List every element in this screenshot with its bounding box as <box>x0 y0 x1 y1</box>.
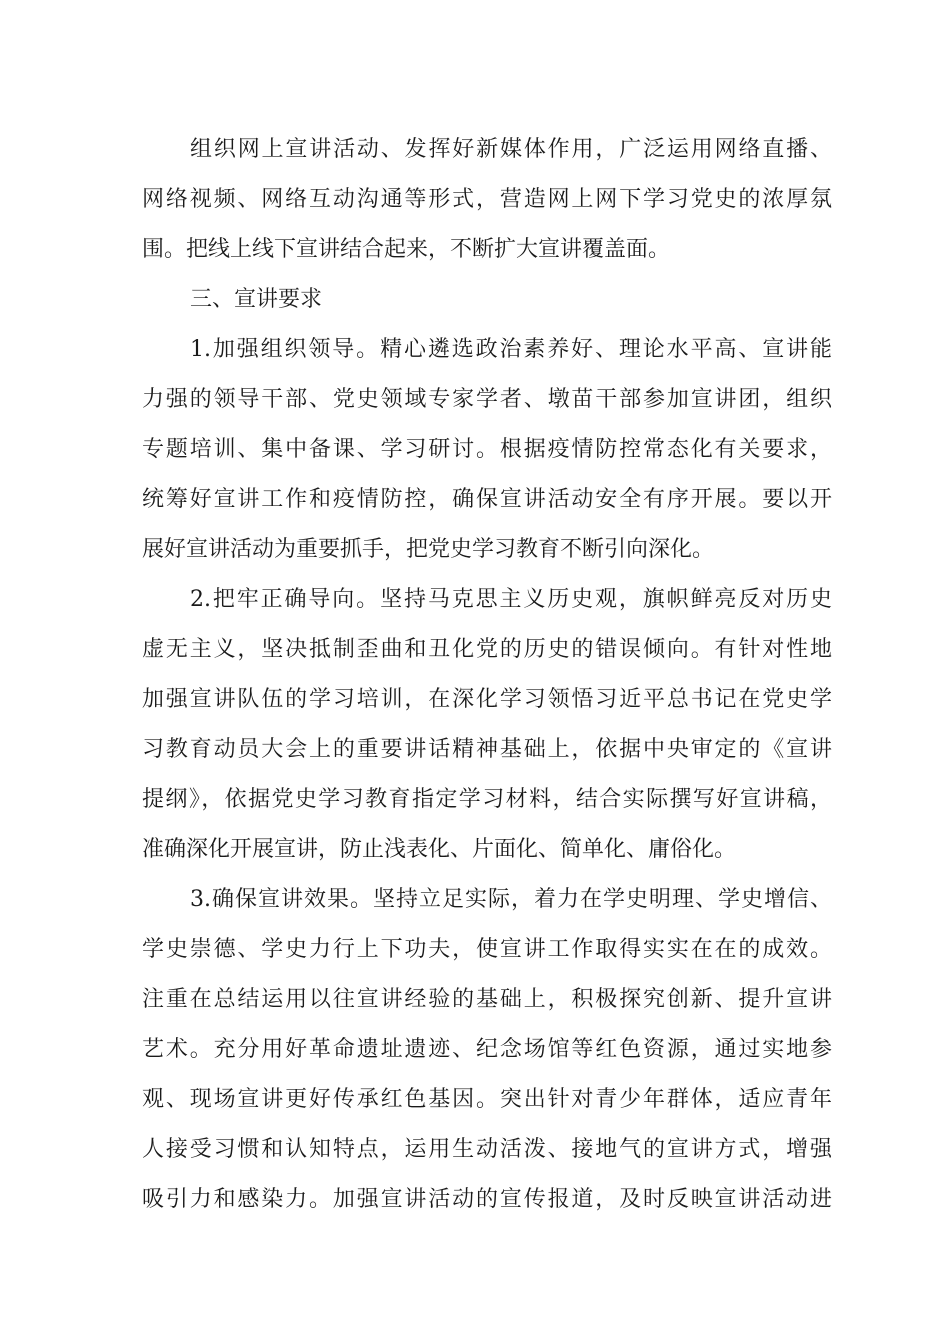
text-line-22: 吸引力和感染力。加强宣讲活动的宣传报道，及时反映宣讲活动进 <box>142 1187 832 1212</box>
text-line-15: 准确深化开展宣讲，防止浅表化、片面化、简单化、庸俗化。 <box>142 837 737 862</box>
text-line-14: 提纲》，依据党史学习教育指定学习材料，结合实际撰写好宣讲稿， <box>142 787 832 812</box>
text-line-9: 展好宣讲活动为重要抓手，把党史学习教育不断引向深化。 <box>142 537 715 562</box>
text-line-16: 3.确保宣讲效果。坚持立足实际，着力在学史明理、学史增信、 <box>190 887 832 912</box>
text-line-20: 观、现场宣讲更好传承红色基因。突出针对青少年群体，适应青年 <box>142 1087 832 1112</box>
text-line-10: 2.把牢正确导向。坚持马克思主义历史观，旗帜鲜亮反对历史 <box>190 587 832 612</box>
text-line-11: 虚无主义，坚决抵制歪曲和丑化党的历史的错误倾向。有针对性地 <box>142 637 832 662</box>
text-line-3: 围。把线上线下宣讲结合起来，不断扩大宣讲覆盖面。 <box>142 237 671 262</box>
text-line-8: 统筹好宣讲工作和疫情防控，确保宣讲活动安全有序开展。要以开 <box>142 487 832 512</box>
text-line-19: 艺术。充分用好革命遗址遗迹、纪念场馆等红色资源，通过实地参 <box>142 1037 832 1062</box>
text-line-17: 学史崇德、学史力行上下功夫，使宣讲工作取得实实在在的成效。 <box>142 937 832 962</box>
text-line-12: 加强宣讲队伍的学习培训，在深化学习领悟习近平总书记在党史学 <box>142 687 832 712</box>
section-heading: 三、宣讲要求 <box>190 287 323 312</box>
text-line-6: 力强的领导干部、党史领域专家学者、墩苗干部参加宣讲团，组织 <box>142 387 832 412</box>
text-line-5: 1.加强组织领导。精心遴选政治素养好、理论水平高、宣讲能 <box>190 337 832 362</box>
text-line-13: 习教育动员大会上的重要讲话精神基础上，依据中央审定的《宣讲 <box>142 737 832 762</box>
text-line-2: 网络视频、网络互动沟通等形式，营造网上网下学习党史的浓厚氛 <box>142 187 832 212</box>
text-line-7: 专题培训、集中备课、学习研讨。根据疫情防控常态化有关要求， <box>142 437 832 462</box>
text-line-1: 组织网上宣讲活动、发挥好新媒体作用，广泛运用网络直播、 <box>190 137 832 162</box>
text-line-21: 人接受习惯和认知特点，运用生动活泼、接地气的宣讲方式，增强 <box>142 1137 832 1162</box>
text-line-18: 注重在总结运用以往宣讲经验的基础上，积极探究创新、提升宣讲 <box>142 987 832 1012</box>
